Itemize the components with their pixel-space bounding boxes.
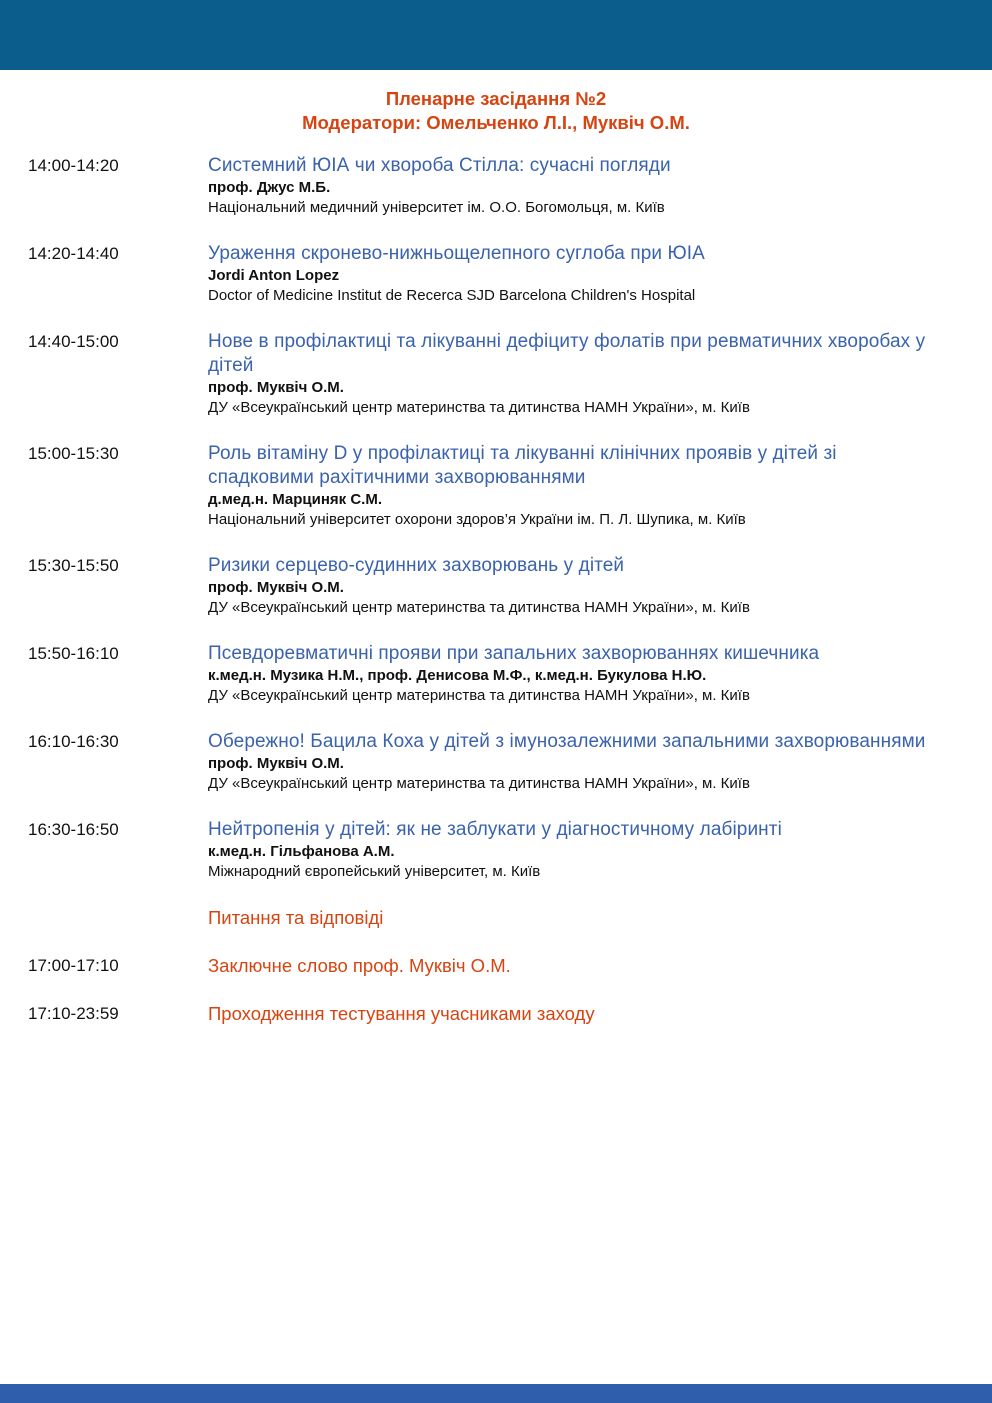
- qa-details: [208, 906, 928, 930]
- talk-speaker: д.мед.н. Марциняк С.М.: [208, 491, 382, 508]
- talk-details: [208, 730, 928, 794]
- talk-time: 14:20-14:40: [28, 244, 119, 263]
- talk-title: Ураження скронево-нижньощелепного суглоба при ЮІА: [208, 243, 705, 264]
- talk-details: [208, 442, 928, 530]
- talk-title: Роль вітаміну D у профілактиці та лікуванні клінічних проявів у дітей зі спадковими рахітичними захворюваннями: [208, 443, 837, 488]
- program-item: [28, 242, 928, 306]
- talk-title: Системний ЮІА чи хвороба Стілла: сучасні погляди: [208, 155, 671, 176]
- talk-affiliation: ДУ «Всеукраїнський центр материнства та дитинства НАМН України», м. Київ: [208, 399, 750, 416]
- talk-title: Ризики серцево-судинних захворювань у дітей: [208, 555, 625, 576]
- talk-speaker: проф. Джус М.Б.: [208, 179, 331, 196]
- program-item: [28, 330, 928, 418]
- testing-details: [208, 1002, 928, 1026]
- program-item: [28, 554, 928, 618]
- talk-time: 15:50-16:10: [28, 644, 119, 663]
- talk-speaker: к.мед.н. Гільфанова А.М.: [208, 843, 395, 860]
- closing-title: Заключне слово проф. Муквіч О.М.: [208, 955, 511, 976]
- qa-title: Питання та відповіді: [208, 907, 384, 928]
- talk-affiliation: Міжнародний європейський університет, м. Київ: [208, 863, 541, 880]
- talk-speaker: проф. Муквіч О.М.: [208, 379, 344, 396]
- talk-speaker: проф. Муквіч О.М.: [208, 579, 344, 596]
- talk-title: Нейтропенія у дітей: як не заблукати у діагностичному лабіринті: [208, 819, 782, 840]
- talk-time: 16:30-16:50: [28, 820, 119, 839]
- talk-affiliation: Національний університет охорони здоров’я України ім. П. Л. Шупика, м. Київ: [208, 511, 746, 528]
- closing-item: [28, 954, 928, 978]
- testing-time: 17:10-23:59: [28, 1004, 119, 1023]
- talk-details: [208, 554, 928, 618]
- talk-time: 14:00-14:20: [28, 156, 119, 175]
- talk-affiliation: ДУ «Всеукраїнський центр материнства та дитинства НАМН України», м. Київ: [208, 687, 750, 704]
- qa-item: [28, 906, 928, 930]
- session-title: Пленарне засідання №2: [385, 88, 607, 109]
- program-item: [28, 642, 928, 706]
- talk-time: 15:30-15:50: [28, 556, 119, 575]
- talk-speaker: Jordi Anton Lopez: [208, 267, 340, 284]
- talk-details: [208, 242, 928, 306]
- talk-details: [208, 818, 928, 882]
- session-moderators: Модератори: Омельченко Л.І., Муквіч О.М.: [302, 112, 690, 133]
- closing-time: 17:00-17:10: [28, 956, 119, 975]
- talk-affiliation: Національний медичний університет ім. О.О. Богомольця, м. Київ: [208, 199, 665, 216]
- testing-title: Проходження тестування учасниками заходу: [208, 1003, 595, 1024]
- testing-item: [28, 1002, 928, 1026]
- talk-details: [208, 330, 928, 418]
- program-item: [28, 818, 928, 882]
- talk-title: Нове в профілактиці та лікуванні дефіциту фолатів при ревматичних хворобах у дітей: [208, 331, 926, 376]
- talk-affiliation: Doctor of Medicine Institut de Recerca SJD Barcelona Children's Hospital: [208, 287, 696, 304]
- top-banner: [0, 0, 992, 70]
- session-header: [0, 87, 992, 135]
- program-item: [28, 730, 928, 794]
- closing-details: [208, 954, 928, 978]
- talk-details: [208, 642, 928, 706]
- program-item: [28, 442, 928, 530]
- bottom-banner: [0, 1384, 992, 1403]
- program-list: [28, 154, 928, 1050]
- talk-affiliation: ДУ «Всеукраїнський центр материнства та дитинства НАМН України», м. Київ: [208, 775, 750, 792]
- talk-speaker: к.мед.н. Музика Н.М., проф. Денисова М.Ф., к.мед.н. Букулова Н.Ю.: [208, 667, 707, 684]
- talk-title: Псевдоревматичні прояви при запальних захворюваннях кишечника: [208, 643, 820, 664]
- program-item: [28, 154, 928, 218]
- talk-affiliation: ДУ «Всеукраїнський центр материнства та дитинства НАМН України», м. Київ: [208, 599, 750, 616]
- talk-time: 16:10-16:30: [28, 732, 119, 751]
- talk-time: 14:40-15:00: [28, 332, 119, 351]
- talk-speaker: проф. Муквіч О.М.: [208, 755, 344, 772]
- talk-details: [208, 154, 928, 218]
- talk-time: 15:00-15:30: [28, 444, 119, 463]
- talk-title: Обережно! Бацила Коха у дітей з імунозалежними запальними захворюваннями: [208, 731, 926, 752]
